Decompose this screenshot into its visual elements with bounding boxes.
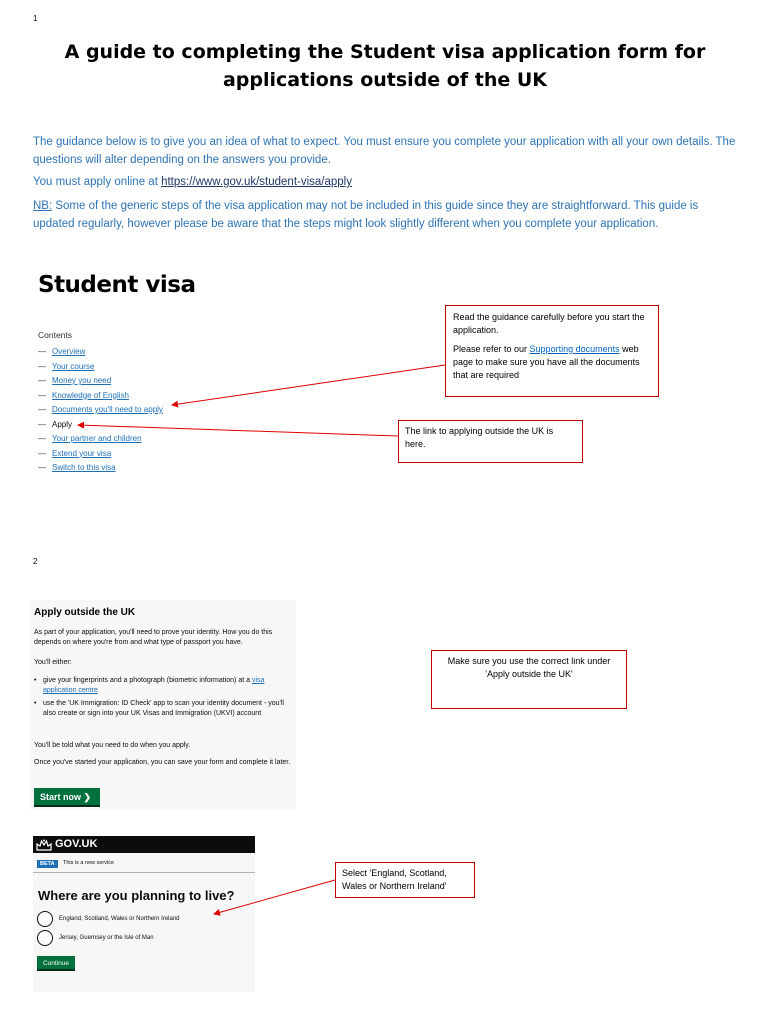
start-now-label: Start now	[40, 792, 82, 802]
intro-guidance: The guidance below is to give you an idea of what to expect. You must ensure you complete your application with all your own details. The questions will alter depending on the answers you provide.	[33, 136, 736, 166]
continue-button[interactable]: Continue	[37, 956, 75, 971]
contents-label: Contents	[38, 330, 73, 340]
question-heading: Where are you planning to live?	[38, 888, 235, 903]
contents-link[interactable]: Your partner and children	[52, 434, 142, 443]
apply-prefix: You must apply online at	[33, 176, 162, 188]
contents-link[interactable]: Extend your visa	[52, 448, 112, 458]
dash: —	[38, 419, 46, 429]
dash: —	[38, 405, 46, 414]
arrow-to-apply	[78, 425, 398, 436]
contents-link[interactable]: Knowledge of English	[52, 390, 129, 400]
nb-label: NB:	[33, 200, 53, 212]
callout-correct-link: Make sure you use the correct link under 'Apply outside the UK'	[431, 650, 627, 709]
beta-tag: BETA	[37, 860, 58, 868]
contents-link[interactable]: Switch to this visa	[52, 463, 116, 472]
document-title: A guide to completing the Student visa application form for applications outside of the UK	[64, 41, 706, 91]
apply-outside-para: As part of your application, you'll need to prove your identity. How you do this depends on where you're from and what type of passport you have.	[34, 629, 273, 646]
apply-outside-told: You'll be told what you need to do when you apply.	[34, 742, 191, 749]
callout-guidance-line1: Read the guidance carefully before you start the application.	[453, 312, 645, 335]
chevron-right-icon: ❯	[83, 792, 92, 802]
dash: —	[38, 376, 46, 385]
page-number: 1	[33, 14, 38, 23]
radio-label: Jersey, Guernsey or the Isle of Man	[59, 934, 154, 941]
radio-label: England, Scotland, Wales or Northern Ireland	[59, 915, 180, 922]
contents-link[interactable]: Documents you'll need to apply	[52, 405, 163, 414]
contents-link[interactable]: Overview	[52, 347, 86, 356]
nb-text: Some of the generic steps of the visa application may not be included in this guide since they are straightforward. This guide is updated regularly, however please be aware that the steps might look slightly different when you complete your application.	[33, 200, 699, 230]
callout-apply: The link to applying outside the UK is here.	[398, 420, 583, 463]
arrow-to-england-option	[214, 880, 335, 914]
callout-select-england: Select 'England, Scotland, Wales or Northern Ireland'	[335, 862, 475, 898]
visa-application-centre-link[interactable]: visa application centre	[43, 677, 265, 694]
supporting-documents-link[interactable]: Supporting documents	[529, 344, 620, 354]
dash: —	[38, 448, 46, 458]
callout-text: web page to make sure you have all the documents that are required	[453, 344, 640, 380]
apply-link[interactable]: https://www.gov.uk/student-visa/apply	[161, 176, 352, 188]
contents-link[interactable]: Money you need	[52, 376, 112, 385]
arrow-to-documents	[172, 365, 445, 405]
apply-outside-heading: Apply outside the UK	[34, 607, 136, 618]
govuk-logo-text[interactable]: GOV.UK	[55, 838, 98, 850]
student-visa-heading: Student visa	[38, 272, 196, 298]
callout-text: Please refer to our	[453, 344, 530, 354]
apply-outside-save: Once you've started your application, you can save your form and complete it later.	[34, 759, 291, 766]
dash: —	[38, 390, 46, 400]
page-number: 2	[33, 557, 38, 566]
contents-current: Apply	[52, 419, 73, 429]
dash: —	[38, 463, 46, 472]
dash: —	[38, 347, 46, 356]
dash: —	[38, 361, 46, 371]
contents-link[interactable]: Your course	[52, 361, 95, 371]
list-item: • use the 'UK Immigration: ID Check' app to scan your identity document - you'll also create or sign into your UK Visas and Immigration (UKVI) account	[34, 699, 296, 719]
bullet-text: give your fingerprints and a photograph (biometric information) at a	[43, 677, 252, 684]
beta-banner-text: This is a new service	[63, 860, 115, 866]
apply-outside-either: You'll either:	[34, 659, 72, 666]
dash: —	[38, 434, 46, 443]
